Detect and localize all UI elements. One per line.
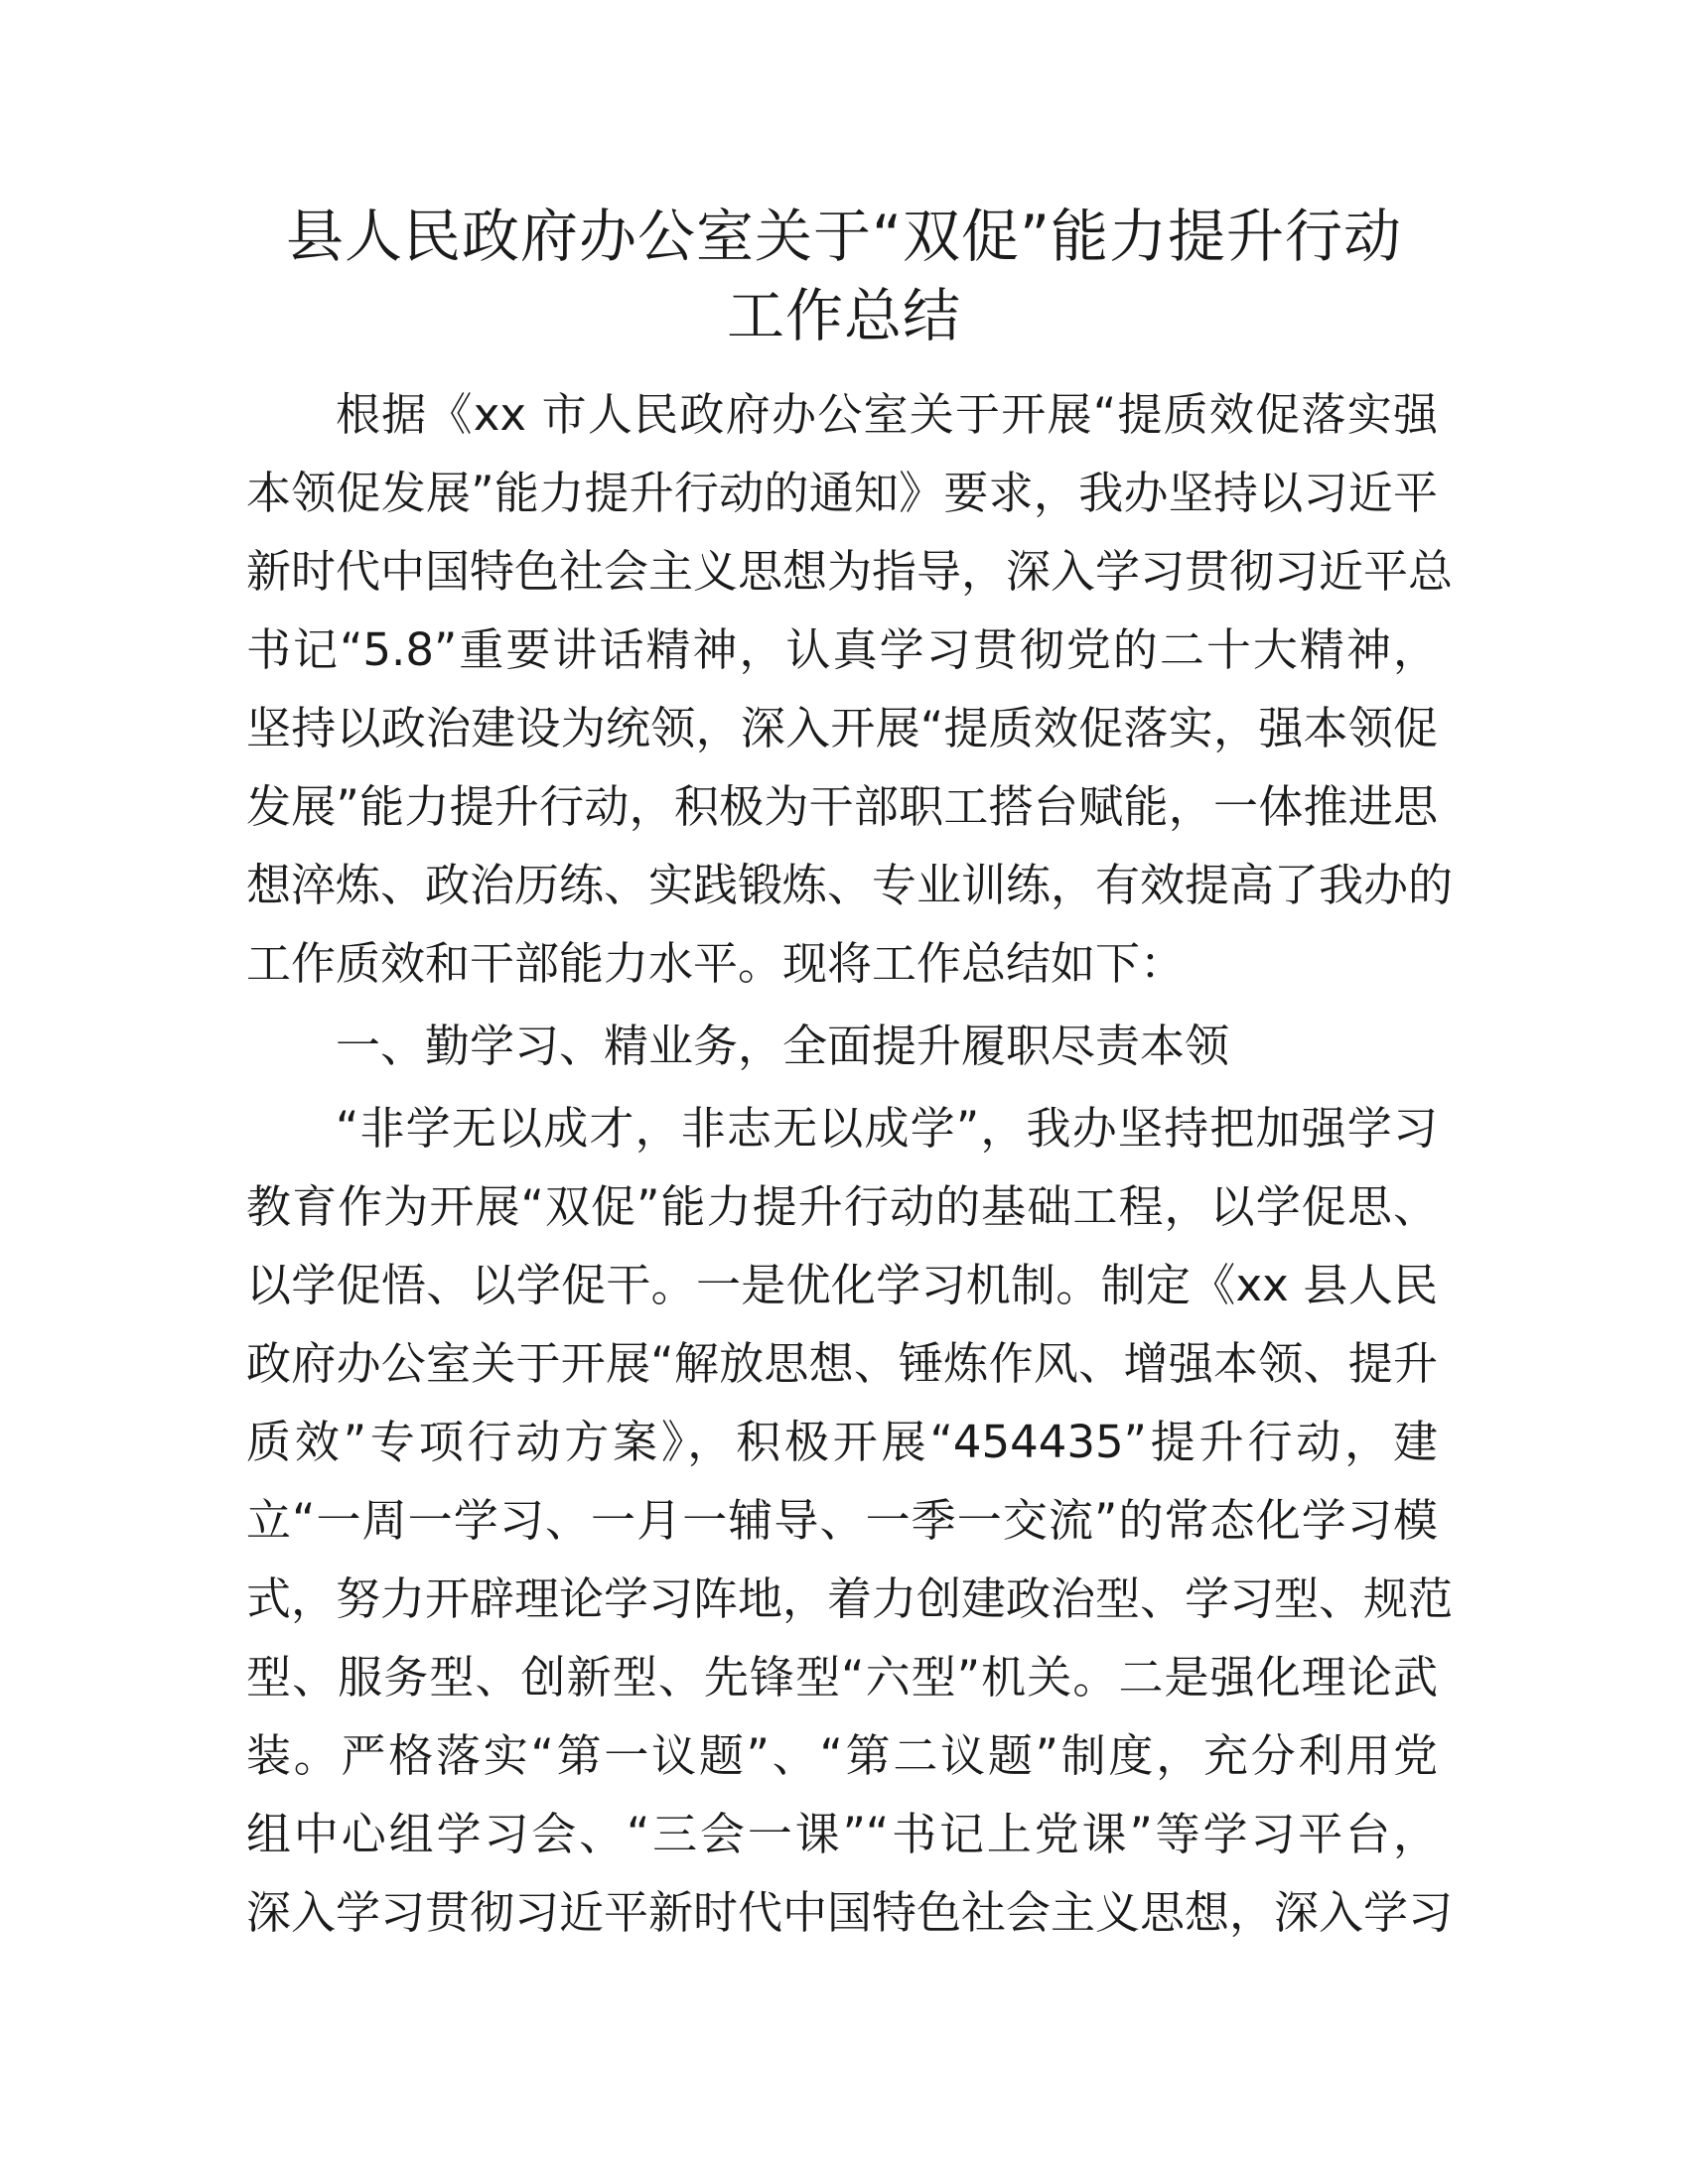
text-line: 坚持以政治建设为统领，深入开展“提质效促落实，强本领促	[246, 702, 1438, 754]
document-body	[246, 375, 1454, 1952]
text-line: 政府办公室关于开展“解放思想、锤炼作风、增强本领、提升	[246, 1337, 1438, 1390]
text-line: 质效”专项行动方案》，积极开展“454435”提升行动，建	[246, 1416, 1438, 1468]
text-line: 书记“5.8”重要讲话精神，认真学习贯彻党的二十大精神，	[246, 623, 1438, 676]
title-line-2: 工作总结	[726, 282, 961, 349]
text-line: 本领促发展”能力提升行动的通知》要求，我办坚持以习近平	[246, 467, 1438, 519]
section-heading: 一、勤学习、精业务，全面提升履职尽责本领	[336, 1020, 1230, 1072]
intro-paragraph	[246, 375, 1454, 1003]
text-line: 工作质效和干部能力水平。现将工作总结如下：	[246, 937, 1186, 990]
document-title	[238, 197, 1450, 355]
text-line: 想淬炼、政治历练、实践锻炼、专业训练，有效提高了我办的	[246, 859, 1454, 911]
text-line: 式，努力开辟理论学习阵地，着力创建政治型、学习型、规范	[246, 1572, 1454, 1625]
text-line: 立“一周一学习、一月一辅导、一季一交流”的常态化学习模	[246, 1494, 1438, 1547]
text-line: 深入学习贯彻习近平新时代中国特色社会主义思想，深入学习	[246, 1886, 1454, 1939]
text-line: 装。严格落实“第一议题”、“第二议题”制度，充分利用党	[246, 1729, 1438, 1782]
title-line-1: 县人民政府办公室关于“双促”能力提升行动	[285, 203, 1403, 270]
text-line: 发展”能力提升行动，积极为干部职工搭台赋能，一体推进思	[246, 780, 1438, 833]
text-line: 新时代中国特色社会主义思想为指导，深入学习贯彻习近平总	[246, 545, 1454, 598]
text-line: 以学促悟、以学促干。一是优化学习机制。制定《xx 县人民	[246, 1259, 1438, 1311]
text-line: 教育作为开展“双促”能力提升行动的基础工程，以学促思、	[246, 1180, 1438, 1233]
text-line: 型、服务型、创新型、先锋型“六型”机关。二是强化理论武	[246, 1651, 1438, 1704]
text-line: 组中心组学习会、“三会一课”“书记上党课”等学习平台，	[246, 1808, 1438, 1860]
text-line: 根据《xx 市人民政府办公室关于开展“提质效促落实强	[336, 388, 1438, 441]
text-line: “非学无以成才，非志无以成学”，我办坚持把加强学习	[336, 1102, 1438, 1155]
section1-paragraph	[246, 1089, 1454, 1952]
